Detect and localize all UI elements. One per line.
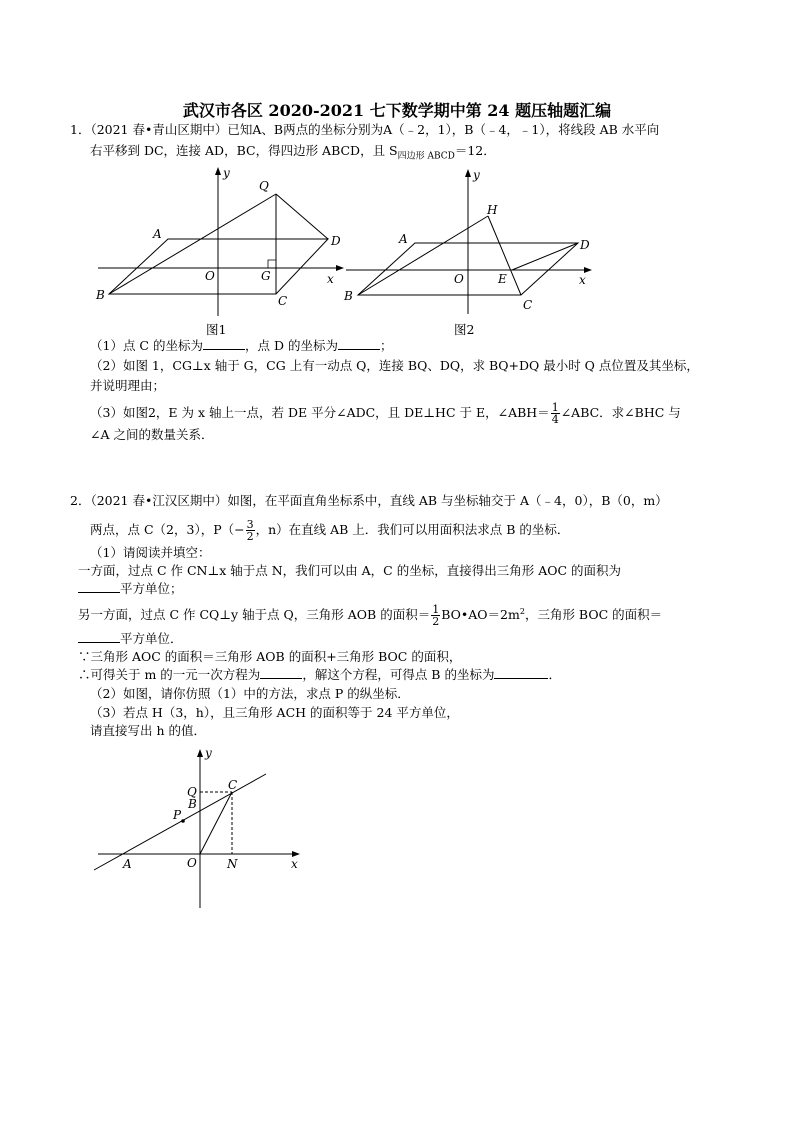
q2-fraction-three-halves — [246, 519, 255, 542]
fig1-label-q: Q — [259, 179, 269, 193]
fig1-label-y: y — [223, 166, 230, 180]
frac-num: 1 — [551, 401, 559, 414]
frac-den: 4 — [551, 413, 559, 426]
fig2-label-d: D — [580, 238, 590, 252]
q2-label-q: Q — [187, 785, 197, 799]
q2-part1-l4: 平方单位． — [120, 631, 183, 646]
fig1-label-a: A — [153, 227, 162, 241]
fig2-label-b: B — [344, 289, 353, 303]
q2-line2 — [90, 519, 569, 542]
q2-label-a: A — [123, 857, 132, 871]
q2-answer-blank-b-coord[interactable] — [494, 666, 548, 679]
fig2-label-x: x — [579, 273, 586, 287]
fig2-segment-de — [512, 243, 578, 270]
q2-part1-line6 — [78, 666, 561, 684]
fig2-label-a: A — [399, 232, 408, 246]
fig2-label-h: H — [487, 203, 498, 217]
q1-figure-2-caption: 图2 — [454, 322, 475, 337]
fig1-label-b: B — [96, 288, 105, 302]
q2-part3-line2: 请直接写出 h 的值． — [90, 723, 206, 738]
fig1-segment-qd — [276, 194, 328, 239]
q2-answer-blank-boc[interactable] — [78, 630, 120, 643]
q2-label-p: P — [173, 808, 182, 822]
q1-part2-line2: 并说明理由； — [90, 378, 166, 393]
q1-stem-1: 已知A、B两点的坐标分别为A（﹣2，1），B（﹣4，﹣1），将线段 AB 水平向 — [227, 122, 660, 137]
q2-part2: （2）如图，请你仿照（1）中的方法，求点 P 的纵坐标． — [90, 686, 410, 701]
q2-part1-l6c: ． — [548, 667, 561, 682]
q2-part3-line1: （3）若点 H（3，h），且三角形 ACH 的面积等于 24 平方单位， — [90, 705, 459, 720]
q1-part1-b: ，点 D 的坐标为 — [244, 338, 338, 353]
q1-part3-a: （3）如图2，E 为 x 轴上一点，若 DE 平分∠ADC，且 DE⊥HC 于 E，∠ABH＝ — [90, 405, 550, 420]
q1-part1-a: （1）点 C 的坐标为 — [90, 338, 203, 353]
fig1-label-g: G — [261, 269, 271, 283]
q2-answer-blank-equation[interactable] — [260, 666, 302, 679]
q2-label-o: O — [187, 856, 197, 870]
fig1-label-x: x — [327, 272, 334, 286]
fig1-label-c: C — [278, 294, 288, 308]
q2-label-x: x — [291, 857, 298, 871]
q2-part1-line4 — [78, 630, 183, 648]
q2-number: 2． — [70, 493, 91, 508]
fig2-label-e: E — [498, 272, 507, 286]
q2-source: （2021 春•江汉区期中） — [90, 493, 228, 508]
q1-stem-sub: 四边形 ABCD — [397, 151, 455, 162]
q2-line1 — [70, 492, 668, 510]
q1-figure-1 — [92, 162, 354, 320]
q1-number: 1． — [70, 122, 91, 137]
q2-stem-1: 如图，在平面直角坐标系中，直线 AB 与坐标轴交于 A（﹣4，0），B（0，m） — [227, 493, 668, 508]
fig1-right-angle-mark — [268, 260, 276, 268]
q1-figure-1-caption: 图1 — [206, 322, 227, 337]
q1-part3-b: ∠ABC．求∠BHC 与 — [560, 405, 681, 420]
q1-source: （2021 春•青山区期中） — [90, 122, 228, 137]
q2-stem-2b: ，n）在直线 AB 上．我们可以用面积法求点 B 的坐标． — [255, 522, 570, 537]
q2-fraction-half — [431, 604, 440, 627]
fig1-label-o: O — [205, 269, 215, 283]
q1-answer-blank-c[interactable] — [203, 337, 245, 350]
fig1-y-arrow — [215, 167, 221, 175]
q1-line1 — [70, 121, 659, 139]
fig2-label-o: O — [454, 272, 464, 286]
q2-part1-l3c: ，三角形 BOC 的面积＝ — [524, 607, 663, 623]
q2-label-y: y — [205, 746, 212, 760]
fig2-label-y: y — [473, 168, 480, 182]
q1-part2-line1: （2）如图 1，CG⊥x 轴于 G，CG 上有一动点 Q，连接 BQ、DQ，求 BQ+DQ 最小时 Q 点位置及其坐标， — [90, 358, 699, 373]
q2-part1-line3 — [78, 603, 662, 627]
q2-segment-oc — [200, 792, 232, 854]
q2-label-c: C — [228, 778, 238, 792]
q2-point-p — [181, 819, 185, 823]
q2-y-arrow — [197, 749, 203, 757]
fig2-y-arrow — [465, 169, 471, 177]
q1-fraction-one-quarter — [551, 402, 560, 425]
q2-part1-line5: ∵三角形 AOC 的面积＝三角形 AOB 的面积+三角形 BOC 的面积， — [78, 649, 462, 664]
q1-part3-line1 — [90, 402, 681, 425]
q1-part1-c: ； — [379, 338, 393, 353]
frac-den: 2 — [432, 615, 440, 629]
q1-stem-2a: 右平移到 DC，连接 AD，BC，得四边形 ABCD，且 S — [90, 143, 398, 158]
q2-line-ab — [94, 774, 266, 870]
fig1-label-d: D — [331, 234, 341, 248]
q1-part3-line2: ∠A 之间的数量关系． — [90, 427, 214, 442]
q2-stem-2a: 两点，点 C（2，3），P（− — [90, 522, 245, 537]
frac-num: 3 — [246, 518, 254, 531]
q2-label-n: N — [227, 857, 238, 871]
q1-stem-2b: ＝12． — [454, 143, 496, 158]
q2-part1-l2: 平方单位； — [120, 581, 183, 596]
q2-part1-l6b: ，解这个方程，可得点 B 的坐标为 — [302, 667, 495, 682]
q1-part1 — [90, 337, 392, 355]
q2-label-b: B — [188, 797, 197, 811]
q2-part1-sup: 2 — [519, 607, 525, 616]
frac-den: 2 — [246, 530, 254, 543]
q2-part1-line2 — [78, 580, 183, 598]
page-title: 武汉市各区 2020-2021 七下数学期中第 24 题压轴题汇编 — [182, 101, 612, 120]
q2-part1-l6a: ∴可得关于 m 的一元一次方程为 — [78, 667, 261, 682]
q2-part1-l3a: 另一方面，过点 C 作 CQ⊥y 轴于点 Q，三角形 AOB 的面积＝ — [78, 607, 431, 623]
fig1-segment-bq — [109, 194, 276, 294]
fig2-label-c: C — [523, 298, 533, 312]
q1-answer-blank-d[interactable] — [338, 337, 380, 350]
q2-part1-l3b: BO•AO＝2m — [441, 607, 520, 623]
q2-figure — [90, 742, 310, 912]
q2-part1-title: （1）请阅读并填空： — [90, 545, 211, 560]
frac-num: 1 — [432, 603, 440, 617]
q2-part1-line1: 一方面，过点 C 作 CN⊥x 轴于点 N，我们可以由 A，C 的坐标，直接得出三角形 AOC 的面积为 — [78, 563, 622, 578]
q1-figure-2 — [342, 166, 604, 316]
q2-answer-blank-aoc[interactable] — [78, 580, 120, 593]
